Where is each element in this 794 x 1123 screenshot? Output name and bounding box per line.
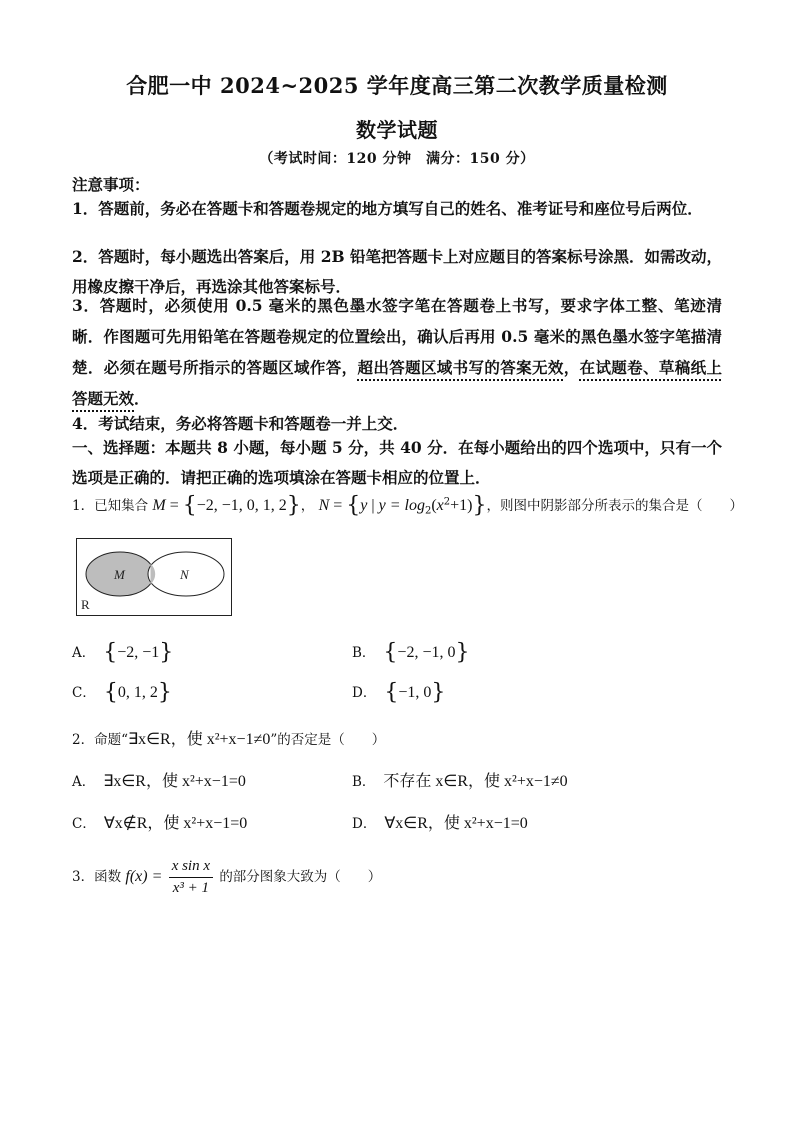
question-3 xyxy=(72,858,381,897)
q3-numerator: x sin x xyxy=(169,858,213,878)
q2-prefix: 2．命题“ xyxy=(72,732,128,748)
exam-title: 合肥一中 2024~2025 学年度高三第二次教学质量检测 xyxy=(126,73,668,98)
q3-suffix: 的部分图象大致为（ ） xyxy=(219,869,382,885)
venn-label-n: N xyxy=(180,567,189,582)
exam-info: （考试时间：120 分钟 满分：150 分） xyxy=(259,151,535,167)
q3-function: f(x) = xyxy=(125,868,163,885)
question-1: 1．已知集合 M = {−2, −1, 0, 1, 2}， N = {y | $y = \log_2(x^2+1)$}，则图中阴影部分所表示的集合是（ ） xyxy=(72,493,743,518)
q2-option-d[interactable]: D． ∀x∈R，使 x²+x−1=0 xyxy=(352,815,528,832)
venn-label-r: R xyxy=(81,597,90,612)
q1-option-c[interactable]: C． {0, 1, 2} xyxy=(72,680,172,705)
venn-diagram xyxy=(76,538,232,616)
q1-comma: ， xyxy=(300,498,315,514)
q3-fraction xyxy=(169,858,213,897)
notice-item-3 xyxy=(72,290,722,414)
q1-set-m-name: M xyxy=(152,497,166,514)
q1-prefix: 1．已知集合 xyxy=(72,498,149,514)
q1-set-n-var: y xyxy=(360,497,368,514)
question-2 xyxy=(72,726,385,749)
notice-item-4: 4．考试结束，务必将答题卡和答题卷一并上交． xyxy=(72,414,409,433)
notice-item-3-emphasis-1: 超出答题区域书写的答案无效 xyxy=(357,358,564,377)
q1-suffix: ，则图中阴影部分所表示的集合是（ ） xyxy=(486,498,743,514)
notice-item-3-text: 3．答题时，必须使用 0.5 毫米的黑色墨水签字笔在答题卷上书写，要求字体工整、笔迹清晰．作图题可先用铅笔在答题卷规定的位置绘出，确认后再用 0.5 毫米的黑色墨水签字笔描清楚．必须在题号所指示的答题区域作答， xyxy=(72,296,722,377)
q1-set-n-expr: y = log xyxy=(378,497,425,514)
venn-label-m: M xyxy=(114,567,125,582)
notice-item-3-emphasis-2: 在试题卷、草稿纸上答题无效 xyxy=(72,358,722,408)
notice-item-3-comma: ， xyxy=(563,358,580,377)
notice-heading: 注意事项： xyxy=(72,175,150,194)
q1-option-d[interactable]: D． {−1, 0} xyxy=(352,680,446,705)
q2-option-b[interactable]: B． 不存在 x∈R，使 x²+x−1≠0 xyxy=(352,773,568,790)
q3-denominator: x³ + 1 xyxy=(172,880,209,896)
q2-option-c[interactable]: C． ∀x∉R，使 x²+x−1=0 xyxy=(72,815,248,832)
section-1-instructions: 一、选择题：本题共 8 小题，每小题 5 分，共 40 分．在每小题给出的四个选项中，只有一个选项是正确的．请把正确的选项填涂在答题卡相应的位置上． xyxy=(72,438,722,487)
q1-set-m: −2, −1, 0, 1, 2 xyxy=(196,497,287,514)
q1-option-a[interactable]: A． {−2, −1} xyxy=(72,640,174,665)
notice-item-3-end: ． xyxy=(134,389,150,408)
q1-set-n-name: N xyxy=(318,497,330,514)
notice-item-1: 1．答题前，务必在答题卡和答题卷规定的地方填写自己的姓名、准考证号和座位号后两位． xyxy=(72,199,703,218)
q3-prefix: 3．函数 xyxy=(72,869,122,885)
notice-item-2: 2．答题时，每小题选出答案后，用 2B 铅笔把答题卡上对应题目的答案标号涂黑．如需改动，用橡皮擦干净后，再选涂其他答案标号． xyxy=(72,247,722,296)
q1-option-b[interactable]: B． {−2, −1, 0} xyxy=(352,640,470,665)
exam-subtitle: 数学试题 xyxy=(356,118,438,142)
q2-suffix: ”的否定是（ ） xyxy=(270,732,386,748)
q1-log-arg: x xyxy=(436,497,444,514)
q2-option-a[interactable]: A． ∃x∈R，使 x²+x−1=0 xyxy=(72,773,246,790)
q1-log-tail: +1 xyxy=(450,497,468,514)
q1-log-base: 2 xyxy=(424,505,432,517)
q2-proposition: ∃x∈R，使 x²+x−1≠0 xyxy=(128,731,271,748)
